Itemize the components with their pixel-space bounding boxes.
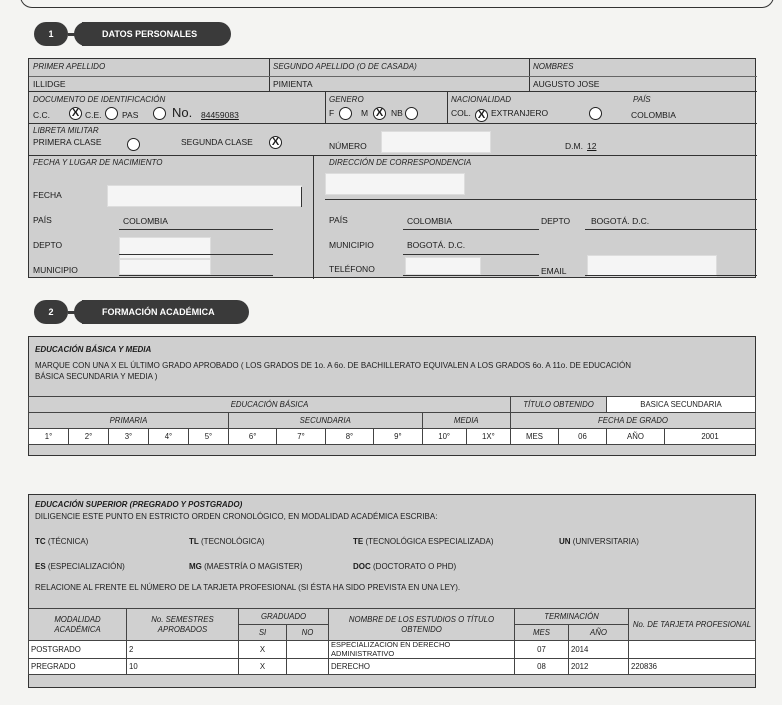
telefono-label: TELÉFONO	[329, 264, 375, 274]
col-nombre: NOMBRE DE LOS ESTUDIOS O TÍTULO OBTENIDO	[329, 609, 515, 641]
row-modalidad[interactable]: PREGRADO	[29, 659, 127, 675]
libreta-label: LIBRETA MILITAR	[33, 126, 99, 135]
f-radio[interactable]	[339, 107, 352, 120]
segunda-clase-label: SEGUNDA CLASE	[181, 137, 253, 147]
direccion-redacted[interactable]	[325, 173, 465, 195]
row-mes[interactable]: 07	[515, 641, 569, 659]
educacion-superior-table	[28, 608, 756, 675]
documento-numero[interactable]: 84459083	[201, 110, 239, 120]
pais-dir-label: PAÍS	[329, 215, 348, 225]
segundo-apellido-value[interactable]: PIMIENTA	[273, 79, 313, 89]
primer-apellido-label: PRIMER APELLIDO	[33, 62, 106, 71]
educacion-basica-header: EDUCACIÓN BÁSICA	[29, 397, 511, 413]
grade-cell[interactable]: 5°	[188, 429, 228, 445]
datos-personales-box	[28, 58, 756, 278]
dm-label: D.M.	[565, 141, 583, 151]
dm-value[interactable]: 12	[587, 141, 597, 151]
mes-label: MES	[511, 429, 559, 445]
es-option	[35, 562, 125, 571]
genero-label: GENERO	[329, 95, 364, 104]
numero-redacted[interactable]	[381, 131, 491, 153]
row-semestres[interactable]: 2	[127, 641, 239, 659]
f-label: F	[329, 108, 335, 118]
table-row	[29, 659, 756, 675]
basica-instruction-2: BÁSICA SECUNDARIA Y MEDIA )	[35, 372, 158, 381]
superior-instruction: DILIGENCIE ESTE PUNTO EN ESTRICTO ORDEN CRONOLÓGICO, EN MODALIDAD ACADÉMICA ESCRIBA:	[35, 512, 438, 521]
tl-text: (TECNOLÓGICA)	[201, 537, 265, 546]
row-nombre[interactable]: ESPECIALIZACION EN DERECHO ADMINISTRATIVO	[329, 641, 515, 659]
tl-option	[189, 537, 265, 546]
grade-cell[interactable]: 8°	[325, 429, 373, 445]
no-label: No.	[172, 105, 193, 120]
municipio-redacted[interactable]	[119, 259, 211, 275]
grade-cell[interactable]: 4°	[148, 429, 188, 445]
telefono-redacted[interactable]	[405, 257, 481, 275]
superior-title: EDUCACIÓN SUPERIOR (PREGRADO Y POSTGRADO)	[35, 500, 243, 509]
pais-nac-value[interactable]: COLOMBIA	[123, 216, 168, 226]
m-checked-radio[interactable]: X	[373, 107, 386, 120]
nb-radio[interactable]	[405, 107, 418, 120]
email-label: EMAIL	[541, 266, 567, 276]
section-1-number: 1	[34, 22, 68, 46]
row-si[interactable]: X	[239, 659, 287, 675]
extranjero-label: EXTRANJERO	[491, 108, 549, 118]
mg-code: MG	[189, 562, 202, 571]
primera-clase-radio[interactable]	[127, 138, 140, 151]
basica-instruction-1: MARQUE CON UNA X EL ÚLTIMO GRADO APROBADO ( LOS GRADOS DE 1o. A 6o. DE BACHILLERATO EQUIVALEN A LOS GRADOS 6o. A 11o. DE EDUCACIÓN	[35, 361, 632, 370]
secundaria-header: SECUNDARIA	[228, 413, 422, 429]
titulo-obtenido-header: TÍTULO OBTENIDO	[511, 397, 607, 413]
section-1-header	[34, 22, 231, 46]
municipio-dir-label: MUNICIPIO	[329, 240, 374, 250]
col-si: SI	[239, 625, 287, 641]
es-code: ES	[35, 562, 46, 571]
fecha-lugar-label: FECHA Y LUGAR DE NACIMIENTO	[33, 158, 163, 167]
depto-dir-value[interactable]: BOGOTÁ. D.C.	[591, 216, 650, 226]
row-semestres[interactable]: 10	[127, 659, 239, 675]
relacione-text: RELACIONE AL FRENTE EL NÚMERO DE LA TARJETA PROFESIONAL (SI ÉSTA HA SIDO PREVISTA EN UNA LEY).	[35, 583, 461, 592]
section-2-number: 2	[34, 300, 68, 324]
ano-label: AÑO	[607, 429, 665, 445]
row-modalidad[interactable]: POSTGRADO	[29, 641, 127, 659]
pais-nac-label: PAÍS	[33, 215, 52, 225]
nb-label: NB	[391, 108, 403, 118]
col-mes: MES	[515, 625, 569, 641]
ano-value[interactable]: 2001	[665, 429, 756, 445]
grade-cell-marked[interactable]: 1X°	[466, 429, 510, 445]
un-text: (UNIVERSITARIA)	[572, 537, 639, 546]
primer-apellido-value[interactable]: ILLIDGE	[33, 79, 66, 89]
doc-option	[353, 562, 456, 571]
tl-code: TL	[189, 537, 199, 546]
municipio-dir-value[interactable]: BOGOTÁ. D.C.	[407, 240, 466, 250]
pais-nacionalidad-value[interactable]: COLOMBIA	[631, 110, 676, 120]
numero-label: NÚMERO	[329, 141, 367, 151]
col-checked-radio[interactable]: X	[475, 109, 488, 122]
mg-option	[189, 562, 302, 571]
section-2-header	[34, 300, 249, 324]
te-option	[353, 537, 494, 546]
pais-dir-value[interactable]: COLOMBIA	[407, 216, 452, 226]
top-frame	[20, 0, 774, 8]
grade-cell[interactable]: 1°	[29, 429, 69, 445]
fecha-redacted[interactable]	[107, 185, 302, 207]
titulo-obtenido-value[interactable]: BASICA SECUNDARIA	[607, 397, 756, 413]
mg-text: (MAESTRÍA O MAGISTER)	[204, 562, 303, 571]
depto-dir-label: DEPTO	[541, 216, 571, 226]
media-header: MEDIA	[422, 413, 510, 429]
grade-cell[interactable]: 6°	[228, 429, 276, 445]
un-option	[559, 537, 639, 546]
col-terminacion: TERMINACIÓN	[515, 609, 629, 625]
m-label: M	[361, 108, 369, 118]
pas-label: PAS	[122, 110, 139, 120]
tc-code: TC	[35, 537, 46, 546]
primaria-header: PRIMARIA	[29, 413, 229, 429]
col-no: NO	[287, 625, 329, 641]
tc-text: (TÉCNICA)	[47, 537, 89, 546]
basica-title: EDUCACIÓN BÁSICA Y MEDIA	[35, 345, 152, 354]
nombres-label: NOMBRES	[533, 62, 574, 71]
section-2-title: FORMACIÓN ACADÉMICA	[82, 300, 249, 324]
row-no[interactable]	[287, 659, 329, 675]
educacion-basica-table	[28, 396, 756, 445]
mes-value[interactable]: 06	[559, 429, 607, 445]
grade-cell[interactable]: 2°	[68, 429, 108, 445]
extranjero-radio[interactable]	[589, 107, 602, 120]
col-semestres: No. SEMESTRES APROBADOS	[127, 609, 239, 641]
tc-option	[35, 537, 88, 546]
row-si[interactable]: X	[239, 641, 287, 659]
te-text: (TECNOLÓGICA ESPECIALIZADA)	[365, 537, 494, 546]
grade-cell[interactable]: 3°	[108, 429, 148, 445]
depto-redacted[interactable]	[119, 237, 211, 259]
documento-label: DOCUMENTO DE IDENTIFICACIÓN	[33, 95, 166, 104]
ce-radio[interactable]	[105, 107, 118, 120]
col-tarjeta: No. DE TARJETA PROFESIONAL	[629, 609, 756, 641]
cc-label: C.C.	[33, 110, 50, 120]
table-row	[29, 641, 756, 659]
primera-clase-label: PRIMERA CLASE	[33, 137, 102, 147]
row-mes[interactable]: 08	[515, 659, 569, 675]
direccion-label: DIRECCIÓN DE CORRESPONDENCIA	[329, 158, 472, 167]
ce-label: C.E.	[85, 110, 102, 120]
nombres-value[interactable]: AUGUSTO JOSE	[533, 79, 600, 89]
fecha-grado-header: FECHA DE GRADO	[511, 413, 756, 429]
grade-cell[interactable]: 9°	[374, 429, 422, 445]
municipio-label: MUNICIPIO	[33, 265, 78, 275]
col-ano: AÑO	[569, 625, 629, 641]
section-1-title: DATOS PERSONALES	[82, 22, 231, 46]
row-nombre[interactable]: DERECHO	[329, 659, 515, 675]
pais-label: PAÍS	[633, 95, 651, 104]
col-graduado: GRADUADO	[239, 609, 329, 625]
row-no[interactable]	[287, 641, 329, 659]
row-tarjeta[interactable]: 220836	[629, 659, 756, 675]
segundo-apellido-label: SEGUNDO APELLIDO (O DE CASADA)	[273, 62, 417, 71]
doc-code: DOC	[353, 562, 371, 571]
depto-label: DEPTO	[33, 240, 63, 250]
un-code: UN	[559, 537, 571, 546]
row-ano[interactable]: 2012	[569, 659, 629, 675]
col-label: COL.	[451, 108, 471, 118]
es-text: (ESPECIALIZACIÓN)	[47, 562, 125, 571]
grade-cell[interactable]: 10°	[422, 429, 466, 445]
email-redacted[interactable]	[587, 255, 717, 277]
segunda-clase-checked-radio[interactable]: X	[269, 136, 282, 149]
cc-checked-radio[interactable]: X	[69, 107, 82, 120]
doc-text: (DOCTORATO O PHD)	[373, 562, 457, 571]
col-modalidad: MODALIDAD ACADÉMICA	[29, 609, 127, 641]
nacionalidad-label: NACIONALIDAD	[451, 95, 512, 104]
te-code: TE	[353, 537, 364, 546]
grade-cell[interactable]: 7°	[277, 429, 325, 445]
row-ano[interactable]: 2014	[569, 641, 629, 659]
fecha-label: FECHA	[33, 190, 62, 200]
row-tarjeta[interactable]	[629, 641, 756, 659]
pas-radio[interactable]	[153, 107, 166, 120]
